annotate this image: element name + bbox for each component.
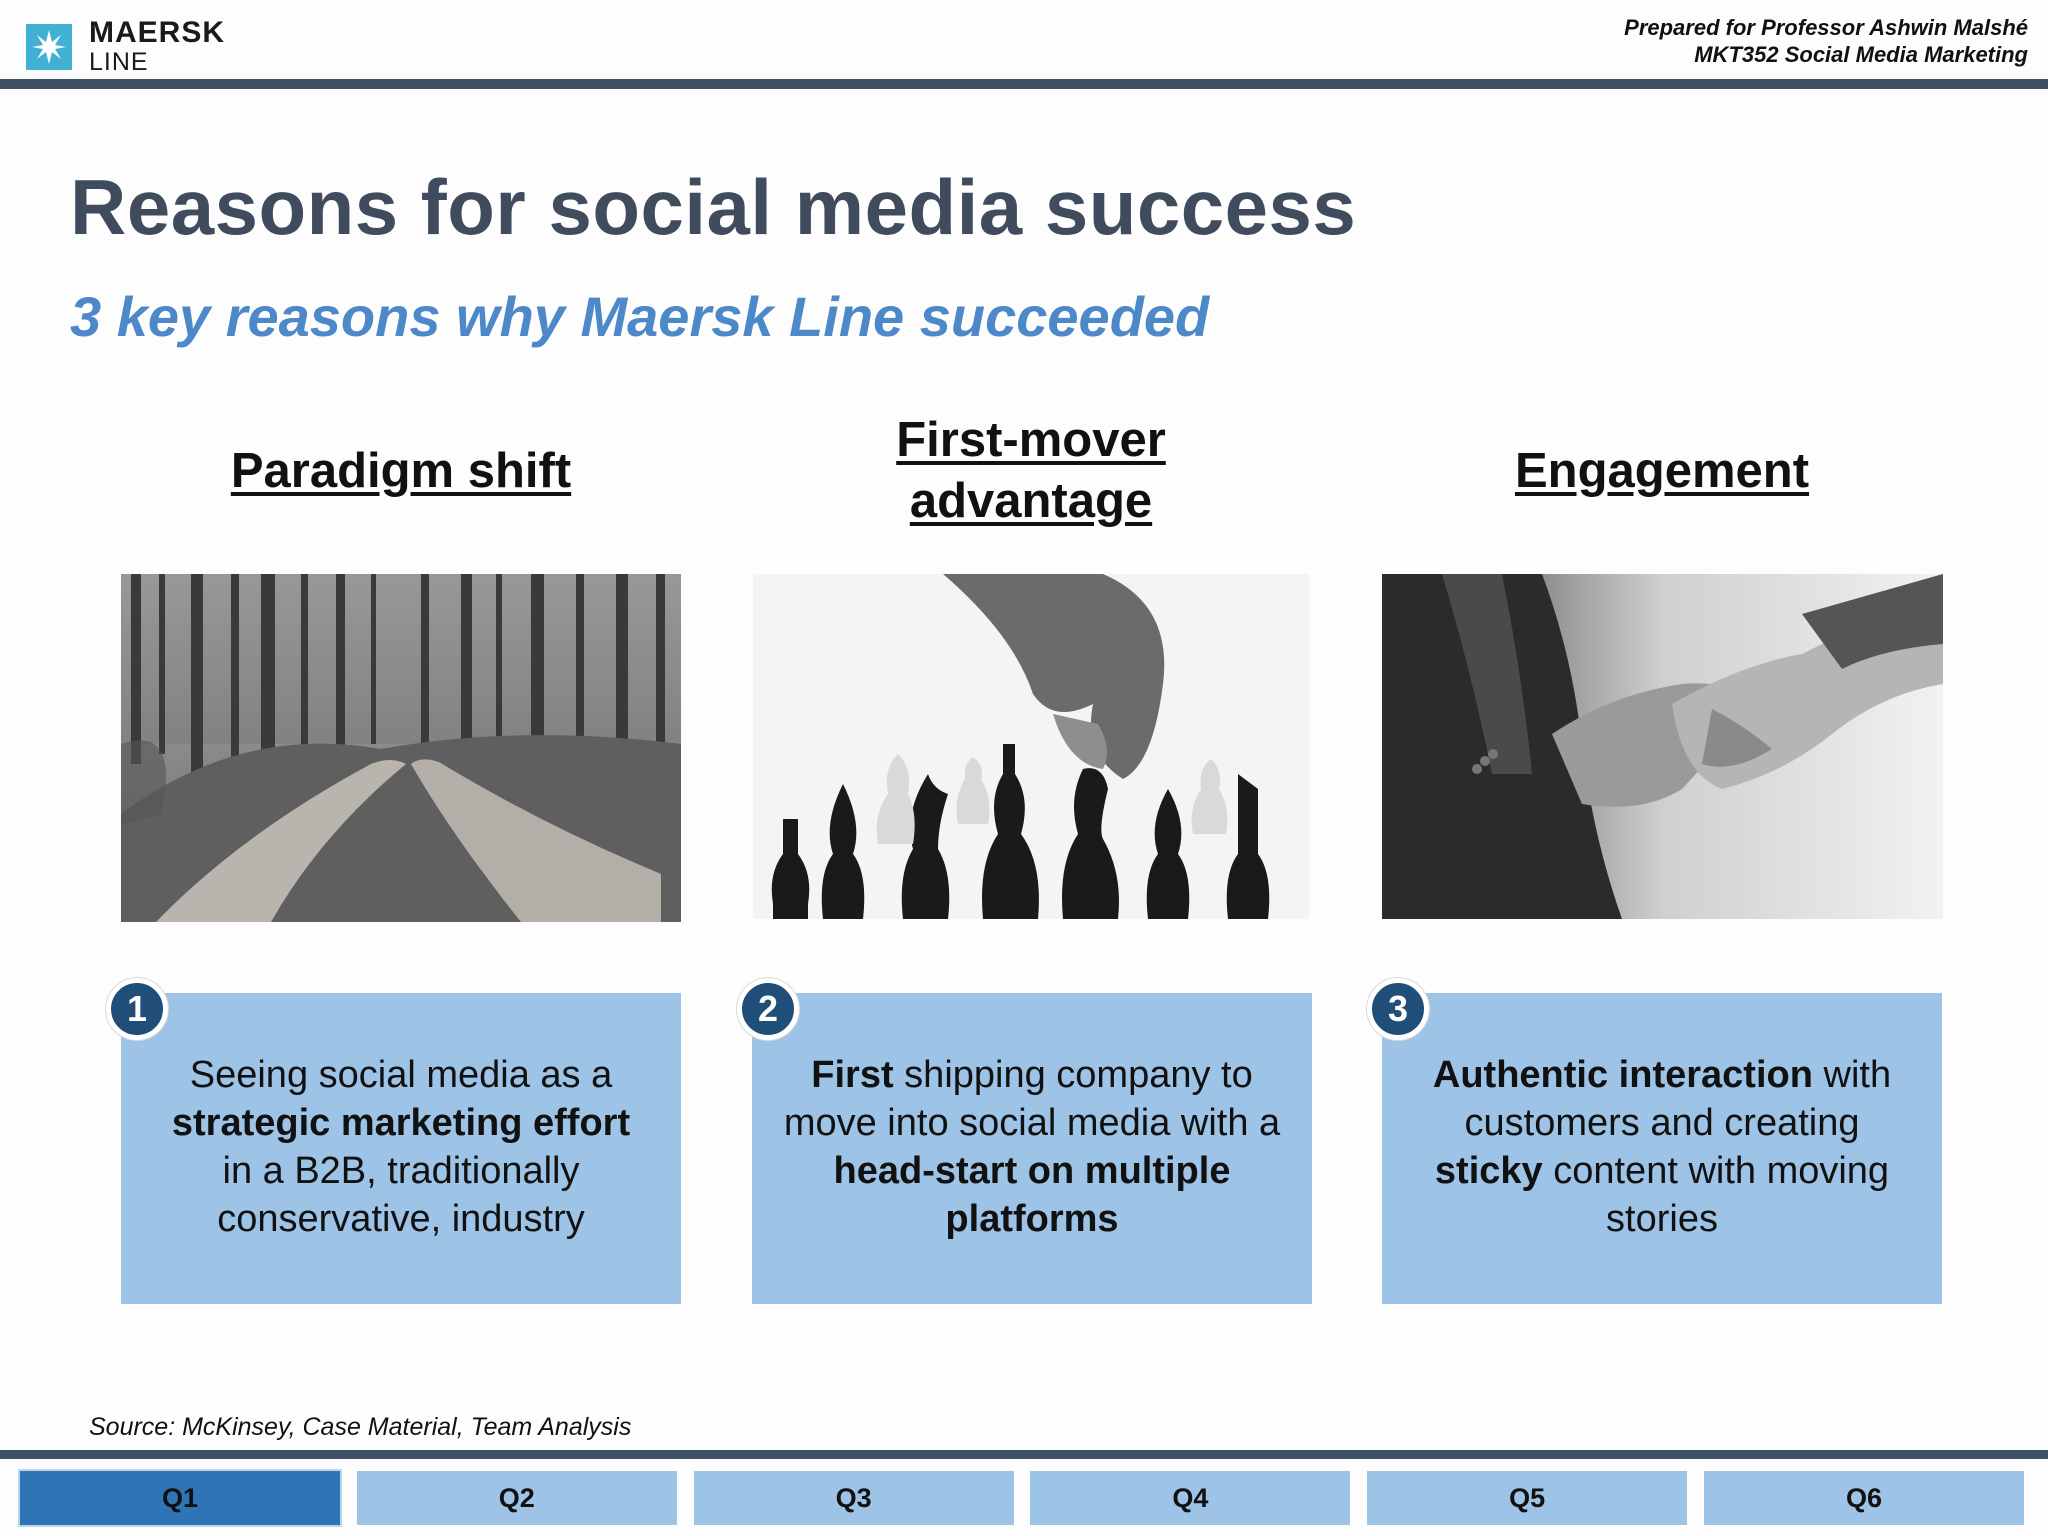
- tab-q1[interactable]: Q1: [20, 1471, 340, 1525]
- top-divider: [0, 79, 2048, 89]
- logo-name: MAERSK: [89, 16, 226, 49]
- heading-first-mover: First-mover advantage: [896, 413, 1166, 528]
- section-tabs: [20, 1471, 2024, 1525]
- reason-text-1: Seeing social media as a strategic marketing effort in a B2B, traditionally conservative, industry: [171, 1053, 631, 1240]
- tab-q3[interactable]: Q3: [694, 1471, 1014, 1525]
- reason-card-3: [1382, 993, 1942, 1304]
- tab-q2[interactable]: Q2: [357, 1471, 677, 1525]
- bottom-divider: [0, 1450, 2048, 1459]
- tab-q4[interactable]: Q4: [1030, 1471, 1350, 1525]
- slide-subtitle: 3 key reasons why Maersk Line succeeded: [70, 285, 1210, 348]
- heading-paradigm-shift: Paradigm shift: [230, 444, 572, 498]
- star-icon: [26, 24, 72, 70]
- maersk-logo: [26, 18, 225, 75]
- tab-q5[interactable]: Q5: [1367, 1471, 1687, 1525]
- reason-text-3: Authentic interaction with customers and creating sticky content with moving stories: [1432, 1053, 1892, 1240]
- heading-engagement: Engagement: [1514, 444, 1810, 498]
- number-badge-1: 1: [106, 978, 168, 1040]
- logo-subname: LINE: [89, 48, 149, 76]
- tab-q6[interactable]: Q6: [1704, 1471, 2024, 1525]
- chess-pieces-photo: [753, 574, 1309, 919]
- source-note: Source: McKinsey, Case Material, Team Analysis: [89, 1413, 632, 1441]
- handshake-photo: [1382, 574, 1943, 919]
- slide-title: Reasons for social media success: [70, 163, 1357, 251]
- reason-card-1: [121, 993, 681, 1304]
- number-badge-3: 3: [1367, 978, 1429, 1040]
- prepared-line-1: Prepared for Professor Ashwin Malshé: [1624, 15, 2028, 40]
- reason-text-2: First shipping company to move into social media with a head-start on multiple platforms: [783, 1053, 1281, 1240]
- prepared-line-2: MKT352 Social Media Marketing: [1694, 42, 2028, 67]
- prepared-for: [1624, 14, 2028, 68]
- number-badge-2: 2: [737, 978, 799, 1040]
- forest-fork-road-photo: [121, 574, 681, 922]
- reason-card-2: [752, 993, 1312, 1304]
